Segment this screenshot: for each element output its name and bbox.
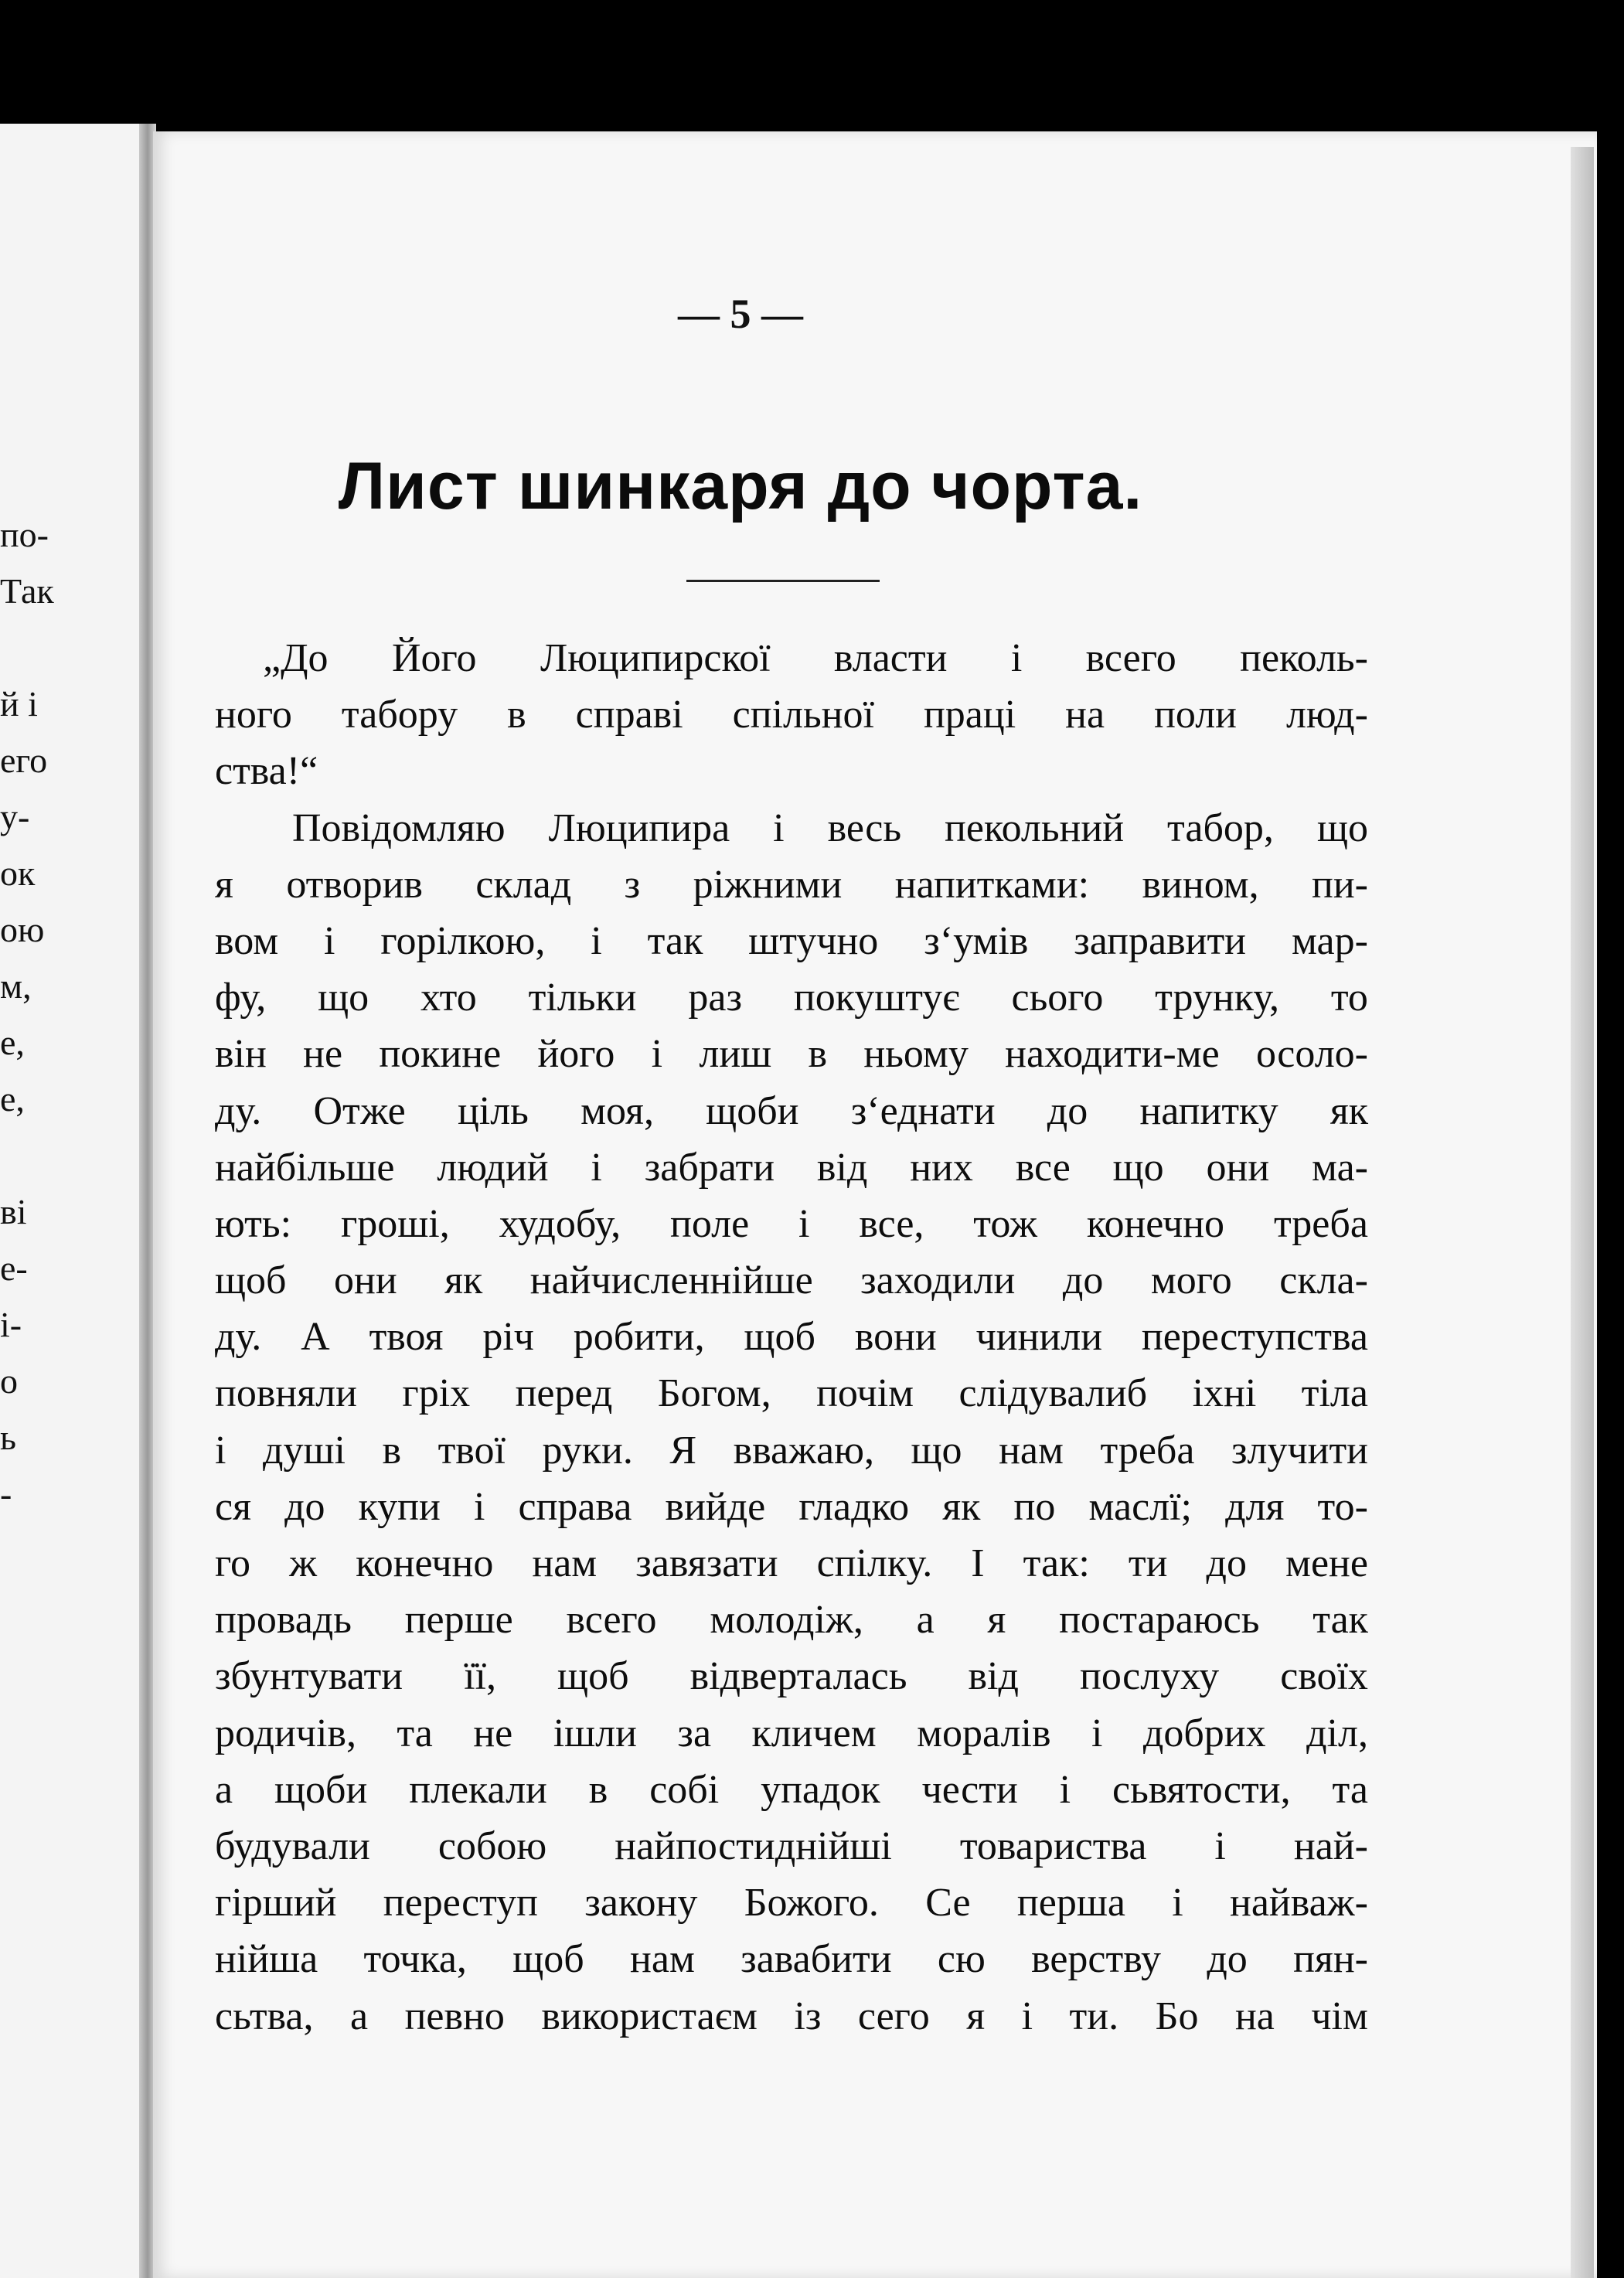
text-line: ду. А твоя річ робити, щоб вони чинили переступства — [215, 1315, 1368, 1360]
text-line: а щоби плекали в собі упадок чести і сьвятости, та — [215, 1767, 1368, 1812]
left-fragment: е- — [0, 1248, 28, 1288]
left-fragment: ві — [0, 1192, 27, 1231]
text-line: Повідомляю Люципира і весь пекольний табор, що — [292, 805, 1368, 850]
left-fragment: е, — [0, 1023, 25, 1062]
left-fragment: у- — [0, 797, 30, 836]
page-number: — 5 — — [678, 291, 803, 337]
text-line: фу, що хто тільки раз покуштує сього трунку, то — [215, 976, 1368, 1020]
text-line: вом і горілкою, і так штучно з‘умів заправити мар- — [215, 918, 1368, 963]
text-line: щоб они як найчисленнійше заходили до мого скла- — [215, 1258, 1368, 1303]
text-line: ного табору в справі спільної праці на поли люд- — [215, 693, 1368, 737]
text-line: ють: гроші, худобу, поле і все, тож конечно треба — [215, 1201, 1368, 1246]
text-line: ства!“ — [215, 749, 318, 794]
left-fragment: по- — [0, 515, 49, 554]
text-line: нійша точка, щоб нам завабити сю верству до пян- — [215, 1937, 1368, 1982]
text-line: родичів, та не ішли за кличем моралів і добрих діл, — [215, 1711, 1368, 1755]
left-fragment: ь — [0, 1418, 16, 1457]
text-line: я отворив склад з ріжними напитками: вином, пи- — [215, 862, 1368, 907]
text-line: „До Його Люципирскої власти і всего пеколь- — [263, 636, 1368, 680]
left-page-text-fragments — [0, 506, 77, 1522]
text-line: го ж конечно нам завязати спілку. І так: ти до мене — [215, 1541, 1368, 1585]
left-fragment: о — [0, 1361, 18, 1401]
page-title: Лист шинкаря до чорта. — [338, 449, 1143, 523]
text-line: сьтва, а певно використаєм із сего я і ти. Бо на чім — [215, 1994, 1368, 2038]
text-line: будували собою найпостиднійші товариства і най- — [215, 1823, 1368, 1868]
left-fragment: ок — [0, 853, 36, 893]
left-fragment: й і — [0, 684, 38, 724]
title-divider — [686, 580, 880, 582]
left-fragment: і- — [0, 1305, 22, 1344]
text-line: повняли гріх перед Богом, почім слідувалиб іхні тіла — [215, 1371, 1368, 1416]
text-line: і душі в твої руки. Я вважаю, що нам треба злучити — [215, 1428, 1368, 1473]
left-fragment: ою — [0, 910, 45, 949]
left-fragment — [0, 619, 77, 676]
text-line: ся до купи і справа вийде гладко як по маслї; для то- — [215, 1484, 1368, 1529]
text-line: гірший переступ закону Божого. Се перша і найваж- — [215, 1881, 1368, 1926]
text-line: найбільше людий і забрати від них все що они ма- — [215, 1145, 1368, 1190]
letter-body — [215, 630, 1368, 2045]
text-line: провадь перше всего молодіж, а я постараюсь так — [215, 1598, 1368, 1643]
text-line: збунтувати її, щоб відверталась від послуху своїх — [215, 1654, 1368, 1699]
left-fragment: Так — [0, 571, 54, 611]
text-line: ду. Отже ціль моя, щоби з‘еднати до напитку як — [215, 1088, 1368, 1133]
left-page — [0, 124, 147, 2278]
page-edge — [1571, 147, 1594, 2278]
left-fragment: - — [0, 1474, 12, 1514]
left-fragment: е, — [0, 1079, 25, 1119]
left-fragment — [0, 1127, 77, 1183]
text-line: він не покине його і лиш в ньому находити-ме осоло- — [215, 1032, 1368, 1077]
left-fragment: его — [0, 741, 48, 780]
left-fragment: м, — [0, 966, 32, 1006]
